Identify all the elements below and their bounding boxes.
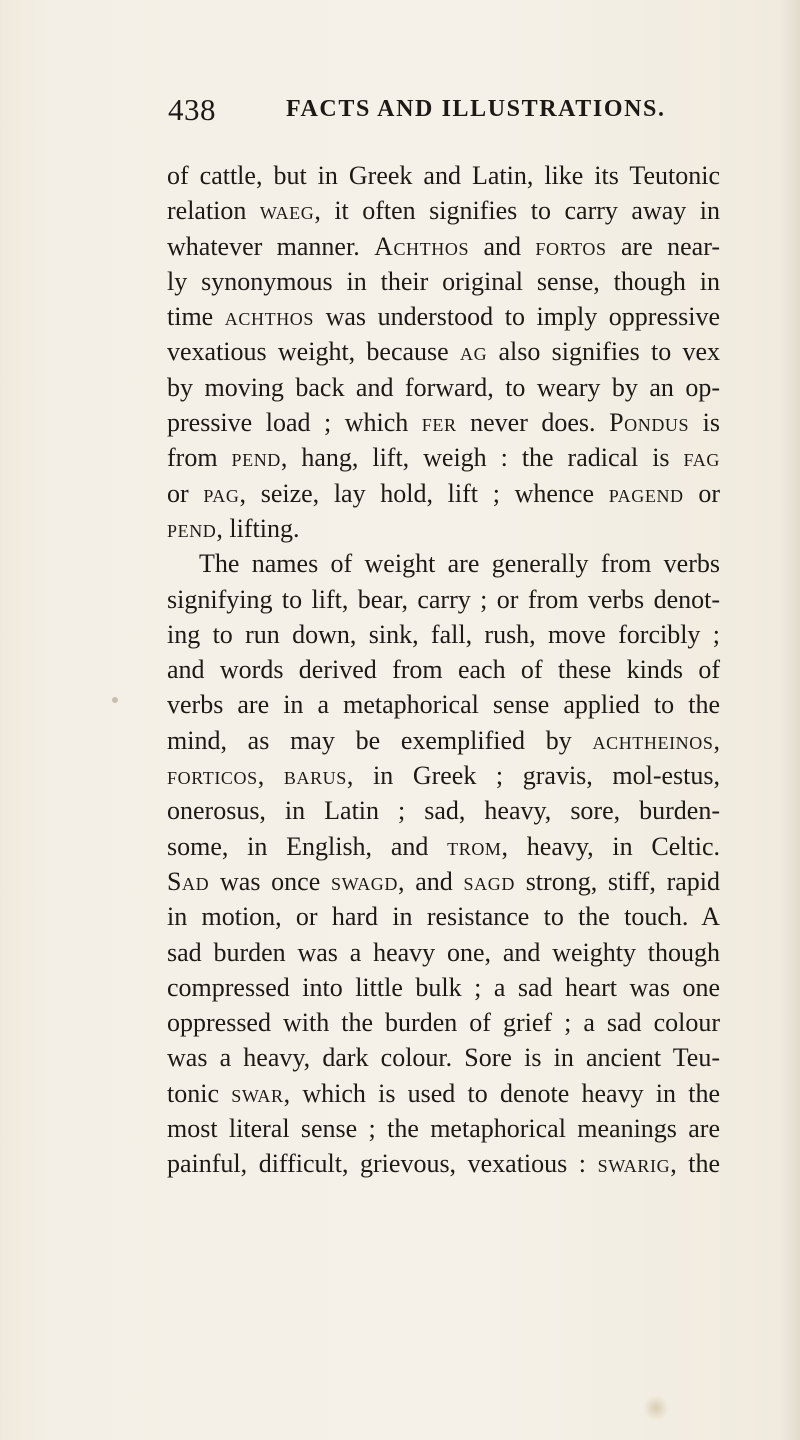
small-caps-word: sagd <box>463 866 515 896</box>
text-run: are near- <box>606 231 720 261</box>
text-run: , it often signifies to carry away in <box>314 196 720 226</box>
text-run: strong, stiff, rapid <box>514 866 720 896</box>
text-run: tonic <box>167 1078 232 1108</box>
text-run: , lifting. <box>216 513 300 543</box>
text-run: from <box>167 443 232 473</box>
text-run: also signifies to vex <box>487 337 720 367</box>
text-line <box>167 405 720 440</box>
small-caps-word: trom <box>447 831 502 861</box>
small-caps-word: pend <box>231 443 281 473</box>
text-line <box>167 229 720 264</box>
text-line <box>167 1111 720 1146</box>
text-run: verbs are in a metaphorical sense applied to the <box>167 690 720 720</box>
text-run: was understood to imply oppressive <box>314 302 720 332</box>
text-line <box>167 582 720 617</box>
small-caps-word: waeg <box>259 196 315 226</box>
text-run: ly synonymous in their original sense, though in <box>167 266 720 296</box>
text-line <box>167 546 720 581</box>
text-line <box>167 617 720 652</box>
text-run: , <box>257 761 284 791</box>
text-run: mind, as may be exemplified by <box>167 725 593 755</box>
text-line <box>167 1076 720 1111</box>
text-line <box>167 899 720 934</box>
text-line <box>167 1040 720 1075</box>
small-caps-word: swar <box>231 1078 284 1108</box>
small-caps-word: achtheinos <box>592 725 714 755</box>
small-caps-word: fortos <box>535 231 607 261</box>
text-run: , seize, lay hold, lift ; whence <box>239 478 609 508</box>
text-run: ing to run down, sink, fall, rush, move forcibly ; <box>167 619 720 649</box>
text-line <box>167 935 720 970</box>
text-line <box>167 758 720 793</box>
text-run: , which is used to denote heavy in the <box>283 1078 720 1108</box>
small-caps-word: pend <box>167 513 217 543</box>
small-caps-word: barus <box>283 761 347 791</box>
text-line <box>167 370 720 405</box>
text-run: in motion, or hard in resistance to the touch. A <box>167 902 720 932</box>
text-run: , <box>713 725 720 755</box>
small-caps-word: swagd <box>331 866 399 896</box>
running-head: FACTS AND ILLUSTRATIONS. <box>286 96 666 122</box>
small-caps-word: ag <box>459 337 488 367</box>
text-run: or <box>683 478 720 508</box>
body-text <box>167 158 720 1182</box>
text-run: pressive load ; which <box>167 408 422 438</box>
text-run: and <box>469 231 536 261</box>
page-edge-shadow <box>780 0 800 1440</box>
text-line <box>167 193 720 228</box>
text-line <box>167 299 720 334</box>
text-run: The names of weight are generally from verbs <box>199 549 720 579</box>
text-line <box>167 334 720 369</box>
text-run: never does. <box>456 408 610 438</box>
small-caps-word: pagend <box>608 478 684 508</box>
small-caps-word: fag <box>683 443 720 473</box>
text-line <box>167 476 720 511</box>
text-run: vexatious weight, because <box>167 337 460 367</box>
text-run: onerosus, in Latin ; sad, heavy, sore, burden- <box>167 796 720 826</box>
text-line <box>167 158 720 193</box>
text-run: painful, difficult, grievous, vexatious : <box>167 1149 598 1179</box>
text-run: and words derived from each of these kinds of <box>167 655 720 685</box>
page-number: 438 <box>168 92 216 127</box>
text-line <box>167 652 720 687</box>
small-caps-word: pag <box>203 478 240 508</box>
text-run: time <box>167 302 225 332</box>
text-line <box>167 1146 720 1181</box>
text-line <box>167 687 720 722</box>
text-run: whatever manner. <box>167 231 375 261</box>
text-line <box>167 440 720 475</box>
text-line <box>167 829 720 864</box>
text-run: , hang, lift, weigh : the radical is <box>280 443 684 473</box>
small-caps-word: fer <box>421 408 457 438</box>
small-caps-word: Achthos <box>374 231 470 261</box>
text-line <box>167 970 720 1005</box>
small-caps-word: achthos <box>224 302 315 332</box>
text-line <box>167 1005 720 1040</box>
text-run: some, in English, and <box>167 831 448 861</box>
small-caps-word: swarig <box>597 1149 671 1179</box>
text-line <box>167 264 720 299</box>
text-run: by moving back and forward, to weary by an op- <box>167 372 720 402</box>
text-run: , and <box>398 866 464 896</box>
text-run: , in Greek ; gravis, mol-estus, <box>346 761 721 791</box>
paper-stain <box>644 1394 668 1422</box>
text-run: sad burden was a heavy one, and weighty though <box>167 937 720 967</box>
text-run: was a heavy, dark colour. Sore is in ancient Teu- <box>167 1043 720 1073</box>
text-run: or <box>167 478 204 508</box>
text-line <box>167 864 720 899</box>
text-run: , heavy, in Celtic. <box>501 831 721 861</box>
small-caps-word: Sad <box>167 866 210 896</box>
text-run: of cattle, but in Greek and Latin, like its Teutonic <box>167 161 720 190</box>
text-run: signifying to lift, bear, carry ; or from verbs denot- <box>167 584 720 614</box>
text-run: most literal sense ; the metaphorical meanings are <box>167 1114 720 1144</box>
text-line <box>167 723 720 758</box>
small-caps-word: forticos <box>167 761 258 791</box>
text-run: was once <box>209 866 331 896</box>
text-run: oppressed with the burden of grief ; a sad colour <box>167 1008 720 1038</box>
text-run: compressed into little bulk ; a sad heart was one <box>167 972 720 1002</box>
text-line <box>167 511 720 546</box>
page-header <box>168 92 716 132</box>
text-run: , the <box>670 1149 720 1179</box>
small-caps-word: Pondus <box>609 408 690 438</box>
text-run: is <box>689 408 720 438</box>
text-run: relation <box>167 196 260 226</box>
text-line <box>167 793 720 828</box>
paper-fleck <box>112 697 118 703</box>
